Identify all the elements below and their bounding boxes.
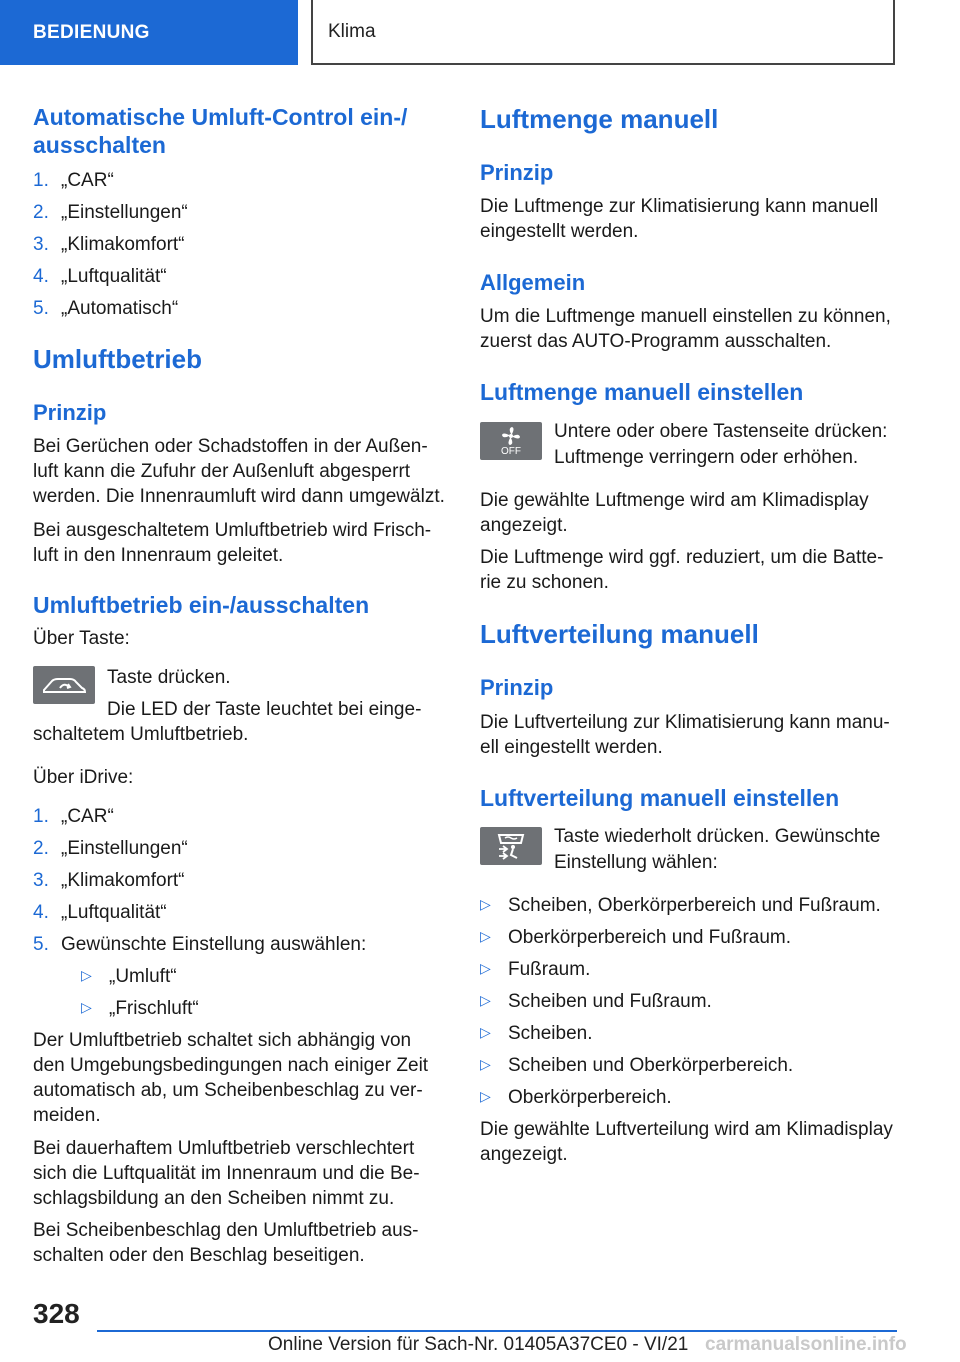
paragraph: schaltetem Umluftbetrieb.: [33, 724, 249, 745]
heading-air-volume: Luftmenge manuell: [480, 104, 719, 134]
list-item: 3. „Klimakomfort“: [33, 234, 185, 255]
list-item: 2. „Einstellungen“: [33, 838, 188, 859]
list-item: ▷ Fußraum.: [480, 959, 591, 980]
heading-principle: Prinzip: [480, 675, 554, 700]
icon-text: Untere oder obere Tastenseite drücken:: [554, 421, 888, 442]
heading-air-distribution: Luftverteilung manuell: [480, 619, 759, 649]
page-number: 328: [33, 1298, 80, 1329]
heading-air-volume-set: Luftmenge manuell einstellen: [480, 379, 804, 405]
air-distribution-button-icon: [480, 827, 542, 865]
list-item: ▷ Scheiben.: [480, 1023, 593, 1044]
list-item: 4. „Luftqualität“: [33, 902, 167, 923]
paragraph: Bei Gerüchen oder Schadstoffen in der Außen- luft kann die Zufuhr der Außenluft abgesperrt werden. Die Innenraumluft wird dann umgewälzt.: [33, 436, 445, 507]
list-item: 5. „Automatisch“: [33, 298, 179, 319]
recirculation-button-icon: [33, 666, 95, 704]
list-item: 3. „Klimakomfort“: [33, 870, 185, 891]
paragraph: Die Luftmenge wird ggf. reduziert, um die Batte- rie zu schonen.: [480, 547, 884, 593]
paragraph: Die gewählte Luftmenge wird am Klimadisplay angezeigt.: [480, 490, 869, 536]
list-item: 5. Gewünschte Einstellung auswählen:: [33, 934, 367, 955]
paragraph: Die Luftmenge zur Klimatisierung kann manuell eingestellt werden.: [480, 196, 879, 242]
paragraph: Bei dauerhaftem Umluftbetrieb verschlechtert sich die Luftqualität im Innenraum und die Be- schlagsbildung an den Scheiben nimmt zu.: [33, 1138, 420, 1209]
off-label: OFF: [501, 445, 521, 457]
paragraph: Über Taste:: [33, 628, 130, 649]
icon-text: Die LED der Taste leuchtet bei einge-: [107, 699, 422, 720]
heading-auto-recirculation: Automatische Umluft-Control ein-/ ausschalten: [33, 104, 408, 158]
heading-principle: Prinzip: [480, 160, 554, 185]
heading-recirculation-toggle: Umluftbetrieb ein-/ausschalten: [33, 592, 370, 618]
paragraph: Um die Luftmenge manuell einstellen zu können, zuerst das AUTO-Programm ausschalten.: [480, 306, 891, 352]
footer-edition: Online Version für Sach-Nr. 01405A37CE0 - VI/21: [268, 1334, 689, 1355]
list-item: ▷ Oberkörperbereich.: [480, 1087, 672, 1108]
chapter-header: [311, 0, 895, 65]
paragraph: Über iDrive:: [33, 767, 134, 788]
list-item: ▷ Scheiben, Oberkörperbereich und Fußraum.: [480, 895, 881, 916]
list-subitem: ▷ „Umluft“: [81, 966, 177, 987]
icon-text: Taste drücken.: [107, 667, 231, 688]
paragraph: Die Luftverteilung zur Klimatisierung kann manu- ell eingestellt werden.: [480, 712, 890, 758]
paragraph: Die gewählte Luftverteilung wird am Klimadisplay angezeigt.: [480, 1119, 893, 1165]
list-item: 2. „Einstellungen“: [33, 202, 188, 223]
paragraph: Der Umluftbetrieb schaltet sich abhängig von den Umgebungsbedingungen nach einiger Zeit automatisch ab, um Scheibenbeschlag zu ver- meiden.: [33, 1030, 429, 1126]
chapter-title: Klima: [328, 20, 376, 42]
list-item: ▷ Scheiben und Oberkörperbereich.: [480, 1055, 794, 1076]
list-item: 1. „CAR“: [33, 170, 114, 191]
watermark: carmanualsonline.info: [705, 1334, 907, 1355]
section-tab: [0, 0, 298, 65]
footer-divider: [97, 1330, 897, 1332]
paragraph: Bei Scheibenbeschlag den Umluftbetrieb aus- schalten oder den Beschlag beseitigen.: [33, 1220, 419, 1266]
list-item: 1. „CAR“: [33, 806, 114, 827]
heading-recirculation: Umluftbetrieb: [33, 344, 202, 374]
list-subitem: ▷ „Frischluft“: [81, 998, 199, 1019]
list-item: ▷ Oberkörperbereich und Fußraum.: [480, 927, 792, 948]
heading-principle: Prinzip: [33, 400, 107, 425]
heading-general: Allgemein: [480, 270, 586, 295]
icon-text: Luftmenge verringern oder erhöhen.: [554, 447, 859, 468]
icon-text: Einstellung wählen:: [554, 852, 718, 873]
paragraph: Bei ausgeschaltetem Umluftbetrieb wird Frisch- luft in den Innenraum geleitet.: [33, 520, 432, 566]
fan-button-icon: [480, 422, 542, 460]
list-item: 4. „Luftqualität“: [33, 266, 167, 287]
section-title: BEDIENUNG: [33, 21, 150, 43]
icon-text: Taste wiederholt drücken. Gewünschte: [554, 826, 881, 847]
heading-air-distribution-set: Luftverteilung manuell einstellen: [480, 785, 840, 811]
list-item: ▷ Scheiben und Fußraum.: [480, 991, 712, 1012]
